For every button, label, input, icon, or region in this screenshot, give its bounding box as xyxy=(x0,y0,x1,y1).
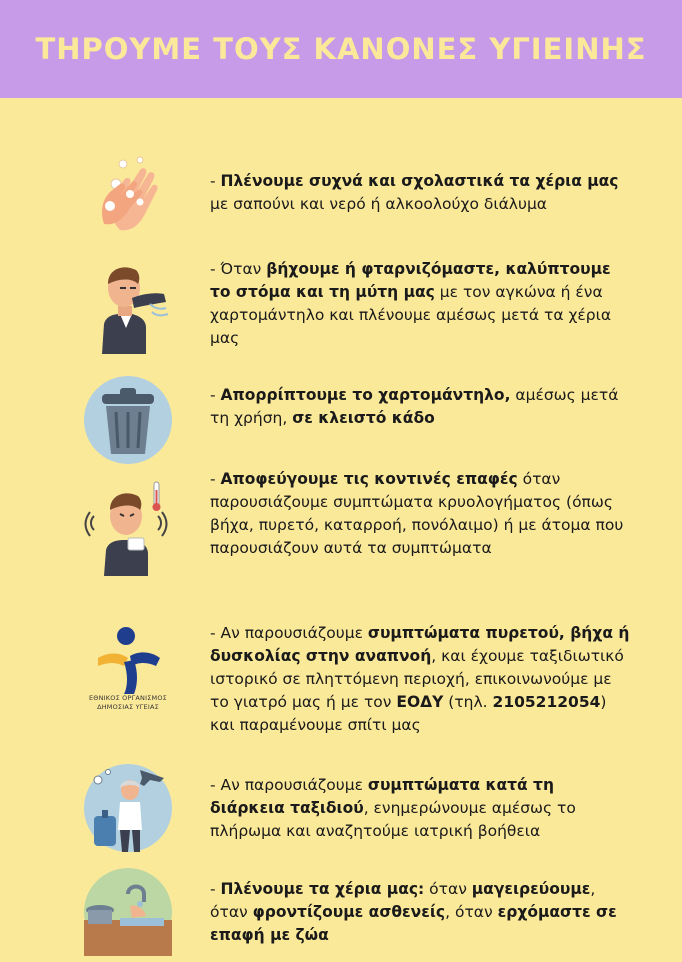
rule-text-bold: Απορρίπτουμε το χαρτομάντηλο, xyxy=(220,386,511,404)
rule-text-bold: 2105212054 xyxy=(492,693,601,711)
rule-text-bold: συμπτώματα κατά τη διάρκεια ταξιδιού xyxy=(210,776,554,817)
rule-text-bold: φροντίζουμε ασθενείς xyxy=(252,903,446,921)
rule-text-part: - xyxy=(210,172,221,190)
rule-text-part: , όταν xyxy=(210,880,596,921)
rule-text-bold: βήχουμε ή φταρνιζόμαστε, καλύπτουμε το στόμα και τη μύτη μας xyxy=(210,260,611,301)
cooking-handwash-icon xyxy=(80,864,176,960)
rule-text xyxy=(210,258,630,350)
page-title: ΤΗΡΟΥΜΕ ΤΟΥΣ ΚΑΝΟΝΕΣ ΥΓΙΕΙΝΗΣ xyxy=(35,32,647,66)
rule-text-bold: σε κλειστό κάδο xyxy=(292,409,435,427)
rule-text-part: - xyxy=(210,386,221,404)
header-banner xyxy=(0,0,682,98)
rule-text xyxy=(210,878,630,947)
rule-text-part: , ενημερώνουμε αμέσως το πλήρωμα και αναζητούμε ιατρική βοήθεια xyxy=(210,799,576,840)
rule-text xyxy=(210,622,630,737)
rule-text-bold: Πλένουμε συχνά και σχολαστικά τα χέρια μας xyxy=(220,172,619,190)
rule-text-part: - Αν παρουσιάζουμε xyxy=(210,624,368,642)
rule-text-part: με σαπούνι και νερό ή αλκοολούχο διάλυμα xyxy=(210,195,548,213)
rule-text xyxy=(210,384,630,430)
sick-person-icon xyxy=(80,480,176,576)
rule-text-bold: ερχόμαστε σε επαφή με ζώα xyxy=(210,903,617,944)
rule-text-part: , όταν xyxy=(445,903,498,921)
rule-text xyxy=(210,170,630,216)
eody-logo-label: ΕΘΝΙΚΟΣ ΟΡΓΑΝΙΣΜΟΣ ΔΗΜΟΣΙΑΣ ΥΓΕΙΑΣ xyxy=(89,694,167,711)
traveler-icon xyxy=(80,760,176,856)
rule-text-bold: συμπτώματα πυρετού, βήχα ή δυσκολίας στην αναπνοή xyxy=(210,624,630,665)
rule-text-part: - Όταν xyxy=(210,260,267,278)
rule-text-part: - Αν παρουσιάζουμε xyxy=(210,776,368,794)
sneezing-person-icon xyxy=(80,258,176,354)
rule-text-bold: Πλένουμε τα χέρια μας: xyxy=(220,880,425,898)
rule-text-part: όταν xyxy=(424,880,472,898)
rule-text-bold: ΕΟΔΥ xyxy=(396,693,444,711)
rule-text-part: αμέσως μετά τη χρήση, xyxy=(210,386,619,427)
rule-text xyxy=(210,774,630,843)
handwashing-icon xyxy=(80,150,176,246)
trash-bin-icon xyxy=(80,372,176,468)
rule-text-part: όταν παρουσιάζουμε συμπτώματα κρυολογήματος (όπως βήχα, πυρετό, καταρροή, πονόλαιμο) ή με άτομα που παρουσιάζουν αυτά τα συμπτώματα xyxy=(210,470,624,557)
rule-text-part: με τον αγκώνα ή ένα χαρτομάντηλο και πλένουμε αμέσως μετά τα χέρια μας xyxy=(210,283,612,347)
rule-text-part: - xyxy=(210,880,221,898)
rule-text-bold: Αποφεύγουμε τις κοντινές επαφές xyxy=(220,470,518,488)
rule-text-part: , και έχουμε ταξιδιωτικό ιστορικό σε πληττόμενη περιοχή, επικοινωνούμε με το γιατρό μας ή με τον xyxy=(210,647,624,711)
rule-text-bold: μαγειρεύουμε xyxy=(471,880,591,898)
rule-text xyxy=(210,468,630,560)
rule-text-part: - xyxy=(210,470,221,488)
rule-text-part: ) και παραμένουμε σπίτι μας xyxy=(210,693,607,734)
rule-text-part: (τηλ. xyxy=(443,693,493,711)
